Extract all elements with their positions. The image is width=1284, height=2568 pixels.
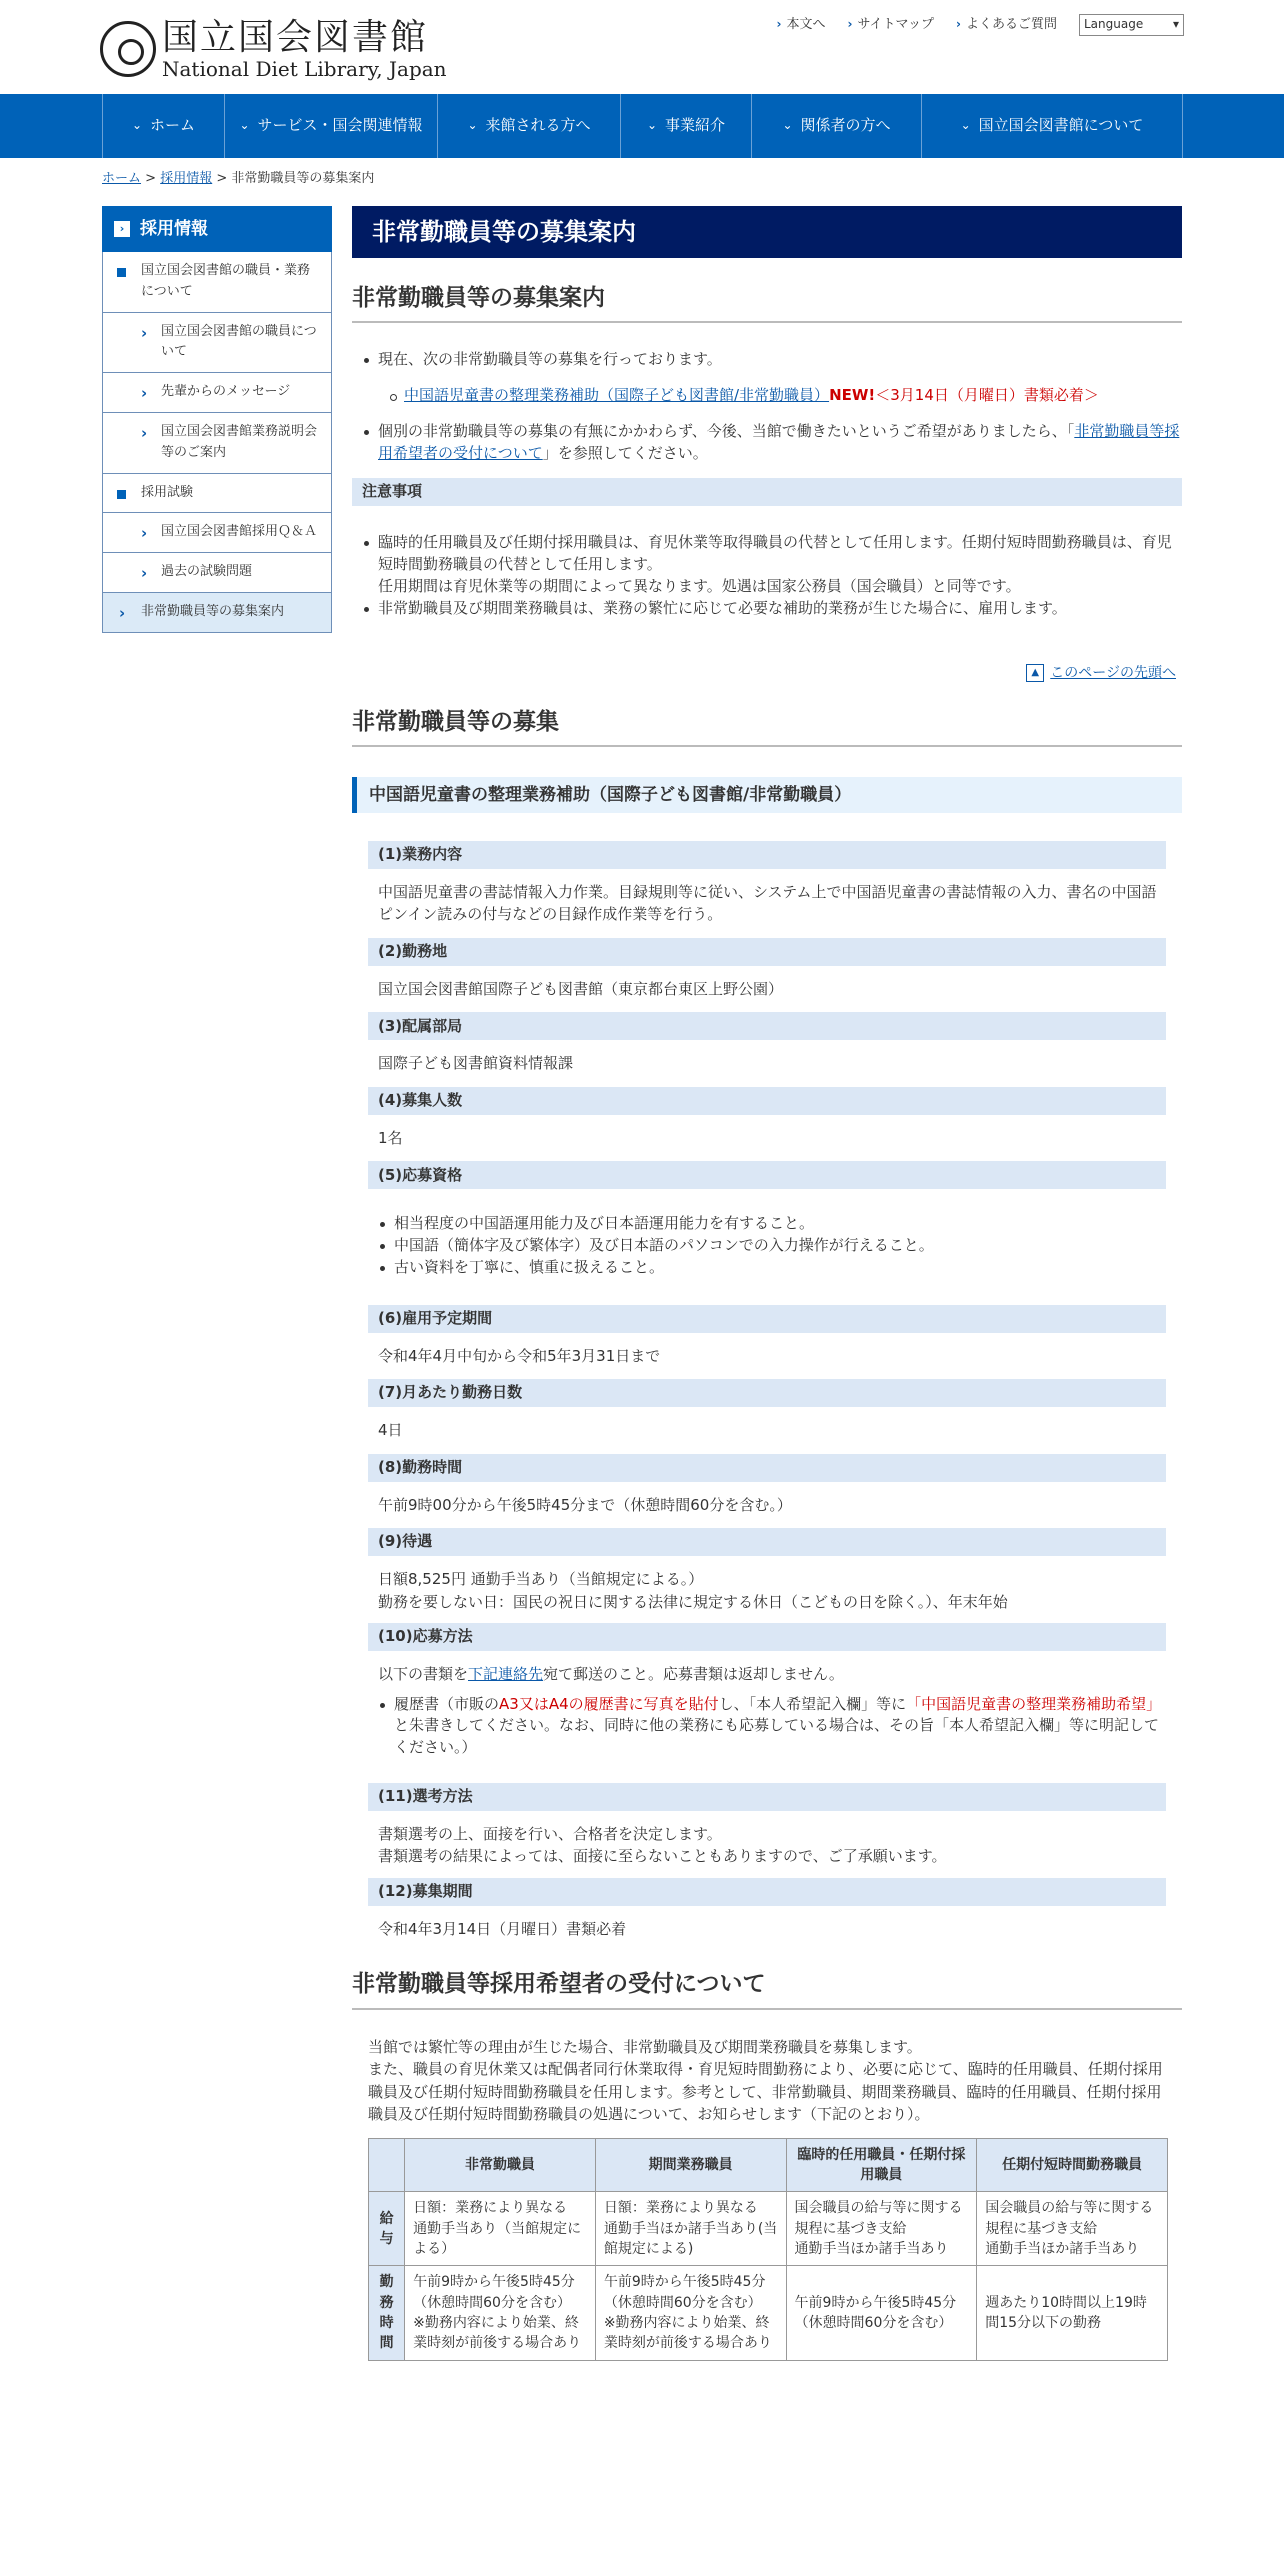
page-top-link[interactable]: ▲ このページの先頭へ [352, 663, 1182, 683]
logo-title-jp: 国立国会図書館 [162, 17, 429, 58]
chevron-down-icon: ⌄ [782, 118, 793, 133]
chevron-down-icon: ⌄ [239, 118, 250, 133]
table-cell: 午前9時から午後5時45分（休憩時間60分を含む） ※勤務内容により始業、終業時刻が前後する場合あり [405, 2266, 596, 2360]
chevron-down-icon: ⌄ [646, 118, 658, 133]
section-label: (10)応募方法 [368, 1623, 1166, 1651]
list-item: 履歴書（市販のA3又はA4の履歴書に写真を貼付し、「本人希望記入欄」等に「中国語児童書の整理業務補助希望」と朱書きしてください。なお、同時に他の業務にも応募している場合は、その旨「本人希望記入欄」等に明記してください。） [368, 1694, 1166, 1759]
page-title: 非常勤職員等の募集案内 [352, 206, 1182, 258]
chevron-down-icon: ⌄ [467, 118, 478, 133]
table-cell: 午前9時から午後5時45分（休憩時間60分を含む） ※勤務内容により始業、終業時刻が前後する場合あり [595, 2266, 786, 2360]
nav-about[interactable]: ⌄ 国立国会図書館について [922, 94, 1183, 158]
chevron-down-icon: ▾ [1172, 17, 1179, 32]
table-cell: 日額：業務により異なる 通勤手当ほか諸手当あり(当館規定による) [595, 2192, 786, 2266]
breadcrumb-recruit[interactable]: 採用情報 [160, 171, 213, 186]
nav-visitors[interactable]: ⌄ 来館される方へ [438, 94, 621, 158]
contact-link[interactable]: 下記連絡先 [468, 1665, 544, 1684]
chevron-down-icon: ⌄ [960, 118, 971, 133]
sidebar-title[interactable]: › 採用情報 [102, 206, 332, 252]
breadcrumb-current: 非常勤職員等の募集案内 [231, 171, 375, 186]
table-row [369, 2192, 1168, 2266]
table-cell: 午前9時から午後5時45分（休憩時間60分を含む） [786, 2266, 977, 2360]
util-link-faq[interactable]: › よくあるご質問 [956, 16, 1057, 35]
row-header: 勤務時間 [369, 2266, 405, 2360]
utility-links [755, 14, 1184, 36]
breadcrumb-home[interactable]: ホーム [102, 171, 142, 186]
section-label: (12)募集期間 [368, 1878, 1166, 1906]
util-link-main[interactable]: › 本文へ [777, 16, 826, 35]
nav-services[interactable]: ⌄ サービス・国会関連情報 [225, 94, 438, 158]
accept-link[interactable]: 非常勤職員等採用希望者の受付について [378, 421, 1180, 462]
job-heading: 中国語児童書の整理業務補助（国際子ども図書館/非常勤職員） [352, 777, 1182, 813]
new-badge: NEW! [829, 386, 876, 405]
table-cell: 国会職員の給与等に関する規程に基づき支給 通勤手当ほか諸手当あり [977, 2192, 1168, 2266]
logo-emblem-icon [100, 21, 156, 77]
section-heading-intro: 非常勤職員等の募集案内 [352, 282, 1182, 323]
main-content: 非常勤職員等の募集案内 非常勤職員等の募集案内 現在、次の非常勤職員等の募集を行っております。 中国語児童書の整理業務補助（国際子ども図書館/非常勤職員）NEW!＜3月14日（月曜日）書類必着＞ 個別の非常勤職員等の募集の有無にかかわらず、今後、当館で働きたいというご希望がありましたら、「非常勤職員等採用希望者の受付について」を参照してください。 注意事項 臨時的任用職員及び任期付採用職員は、育児休業等取得職員の代替として任用します。任期付短時間勤務職員は、育児短時間勤務職員の代替として任用します。 任用期間は育児休業等の期間によって異なります。処遇は国家公務員（国会職員）と同等です。 非常勤職員及び期間業務職員は、業務の繁忙に応じて必要な補助的業務が生じた場合に、雇用します。 ▲ このページの先頭へ 非常勤職員等の募集 中国語児童書の整理業務補助（国際子ども図書館/非常勤職員） (1)業務内容 中国語児童書の書誌情報入力作業。目録規則等に従い、システム上で中国語児童書の書誌情報の入力、書名の中国語ピンイン読みの付与などの目録作成作業等を行う。 (2)勤務地 国立国会図書館国際子ども図書館（東京都台東区上野公園） (3)配属部局 国際子ども図書館資料情報課 (4)募集人数 1名 (5)応募資格 相当程度の中国語運用能力及び日本語運用能力を有すること。 中国語（簡体字及び繁体字）及び日本語のパソコンでの入力操作が行えること。 古い資料を丁寧に、慎重に扱えること。 (6)雇用予定期間 令和4年4月中旬から令和5年3月31日まで (7)月あたり勤務日数 4日 (8)勤務時間 午前9時00分から午後5時45分まで（休憩時間60分を含む。） (9)待遇 日額8,525円 通勤手当あり（当館規定による。） 勤務を要しない日：国民の祝日に関する法律に規定する休日（こどもの日を除く。）、年末年始 (10)応募方法 以下の書類を下記連絡先宛て郵送のこと。応募書類は返却しません。 履歴書（市販のA3又はA4の履歴書に写真を貼付し、「本人希望記入欄」等に「中国語児童書の整理業務補助希望」と朱書きしてください。なお、同時に他の業務にも応募している場合は、その旨「本人希望記入欄」等に明記してください。） (11)選考方法 書類選考の上、面接を行い、合格者を決定します。 書類選考の結果によっては、面接に至らないこともありますので、ご了承願います。 (12)募集期間 令和4年3月14日（月曜日）書類必着 非常勤職員等採用希望者の受付について 当館では繁忙等の理由が生じた場合、非常勤職員及び期間業務職員を募集します。 また、職員の育児休業又は配偶者同行休業取得・育児短時間勤務により、必要に応じて、臨時的任用職員、任期付採用職員及び任期付短時間勤務職員を任用します。参考として、非常勤職員、期間業務職員、臨時的任用職員、任期付採用職員及び任期付短時間勤務職員の処遇について、お知らせします（下記のとおり）。 非常勤職員 期間業務職員 臨時的任用職員・任期付採用職員 任期付短時間勤務職員 給与 日額：業務により異なる 通勤手当あり（当館規定による） 日額：業務により異なる 通勤手当ほか諸手当あり(当館規定による) 国会職員の給与等に関する規程に基づき支給 通勤手当ほか諸手当あり 国会職員の給与等に関する規程に基づき支給 通勤手当ほか諸手当あり 勤務時間 午前9時から午後5時45分（休憩時間60分を含む） ※勤務内容により始業、終業時刻が前後する場合あり 午前9時から午後5時45分（休憩時間60分を含む） ※勤務内容により始業、終業時刻が前後する場合あり 午前9時から午後5時45分（休憩時間60分を含む） 週あたり10時間以上19時間15分以下の勤務 [352, 206, 1182, 2361]
section-label: (7)月あたり勤務日数 [368, 1379, 1166, 1407]
site-header [0, 0, 1284, 94]
notes-heading: 注意事項 [352, 478, 1182, 506]
arrow-up-icon: ▲ [1026, 664, 1044, 682]
sidebar-item-past-exams[interactable]: › 過去の試験問題 [102, 553, 332, 593]
list-item: 中国語（簡体字及び繁体字）及び日本語のパソコンでの入力操作が行えること。 [368, 1235, 1166, 1257]
list-item: 個別の非常勤職員等の募集の有無にかかわらず、今後、当館で働きたいというご希望がありましたら、「非常勤職員等採用希望者の受付について」を参照してください。 [352, 421, 1182, 465]
column-header: 非常勤職員 [405, 2138, 596, 2192]
global-nav [0, 94, 1284, 158]
job-link[interactable]: 中国語児童書の整理業務補助（国際子ども図書館/非常勤職員） [404, 386, 830, 405]
language-select[interactable]: Language ▾ [1079, 14, 1184, 36]
column-header: 臨時的任用職員・任期付採用職員 [786, 2138, 977, 2192]
section-label: (6)雇用予定期間 [368, 1305, 1166, 1333]
util-link-sitemap[interactable]: › サイトマップ [848, 16, 935, 35]
section-label: (1)業務内容 [368, 841, 1166, 869]
section-label: (2)勤務地 [368, 938, 1166, 966]
breadcrumb: ホーム > 採用情報 > 非常勤職員等の募集案内 [102, 171, 375, 186]
list-item: 相当程度の中国語運用能力及び日本語運用能力を有すること。 [368, 1213, 1166, 1235]
sidebar-item-qa[interactable]: › 国立国会図書館採用Ｑ＆Ａ [102, 513, 332, 553]
section-heading-accept: 非常勤職員等採用希望者の受付について [352, 1968, 1182, 2009]
sidebar [102, 206, 332, 633]
list-item: 非常勤職員及び期間業務職員は、業務の繁忙に応じて必要な補助的業務が生じた場合に、雇用します。 [352, 598, 1182, 620]
chevron-down-icon: ⌄ [131, 118, 143, 133]
section-label: (11)選考方法 [368, 1783, 1166, 1811]
list-item: 中国語児童書の整理業務補助（国際子ども図書館/非常勤職員）NEW!＜3月14日（月曜日）書類必着＞ [378, 385, 1182, 407]
chevron-right-icon: › [114, 221, 130, 237]
section-heading-recruit: 非常勤職員等の募集 [352, 706, 1182, 747]
site-logo[interactable] [100, 18, 447, 80]
sidebar-item-staff-work[interactable]: 国立国会図書館の職員・業務について [102, 252, 332, 313]
chevron-right-icon: › [776, 17, 782, 32]
sidebar-item-briefings[interactable]: › 国立国会図書館業務説明会等のご案内 [102, 413, 332, 474]
row-header: 給与 [369, 2192, 405, 2266]
sidebar-item-part-time[interactable]: › 非常勤職員等の募集案内 [102, 593, 332, 633]
sidebar-item-staff[interactable]: › 国立国会図書館の職員について [102, 313, 332, 374]
sidebar-item-messages[interactable]: › 先輩からのメッセージ [102, 373, 332, 413]
nav-projects[interactable]: ⌄ 事業紹介 [621, 94, 752, 158]
column-header: 期間業務職員 [595, 2138, 786, 2192]
logo-title-en: National Diet Library, Japan [162, 57, 447, 81]
table-header-row [369, 2138, 1168, 2192]
sidebar-item-exam[interactable]: 採用試験 [102, 474, 332, 514]
list-item: 臨時的任用職員及び任期付採用職員は、育児休業等取得職員の代替として任用します。任期付短時間勤務職員は、育児短時間勤務職員の代替として任用します。 任用期間は育児休業等の期間によって異なります。処遇は国家公務員（国会職員）と同等です。 [352, 532, 1182, 597]
section-label: (9)待遇 [368, 1528, 1166, 1556]
list-item: 現在、次の非常勤職員等の募集を行っております。 中国語児童書の整理業務補助（国際子ども図書館/非常勤職員）NEW!＜3月14日（月曜日）書類必着＞ [352, 349, 1182, 407]
treatment-table [368, 2138, 1168, 2361]
section-label: (8)勤務時間 [368, 1454, 1166, 1482]
section-label: (5)応募資格 [368, 1161, 1166, 1189]
table-cell: 日額：業務により異なる 通勤手当あり（当館規定による） [405, 2192, 596, 2266]
section-label: (4)募集人数 [368, 1087, 1166, 1115]
nav-home[interactable]: ⌄ ホーム [103, 94, 225, 158]
table-cell: 国会職員の給与等に関する規程に基づき支給 通勤手当ほか諸手当あり [786, 2192, 977, 2266]
section-label: (3)配属部局 [368, 1012, 1166, 1040]
chevron-right-icon: › [956, 17, 961, 32]
table-cell: 週あたり10時間以上19時間15分以下の勤務 [977, 2266, 1168, 2360]
column-header: 任期付短時間勤務職員 [977, 2138, 1168, 2192]
list-item: 古い資料を丁寧に、慎重に扱えること。 [368, 1257, 1166, 1279]
table-row [369, 2266, 1168, 2360]
nav-stakeholders[interactable]: ⌄ 関係者の方へ [752, 94, 922, 158]
chevron-right-icon: › [847, 17, 853, 32]
